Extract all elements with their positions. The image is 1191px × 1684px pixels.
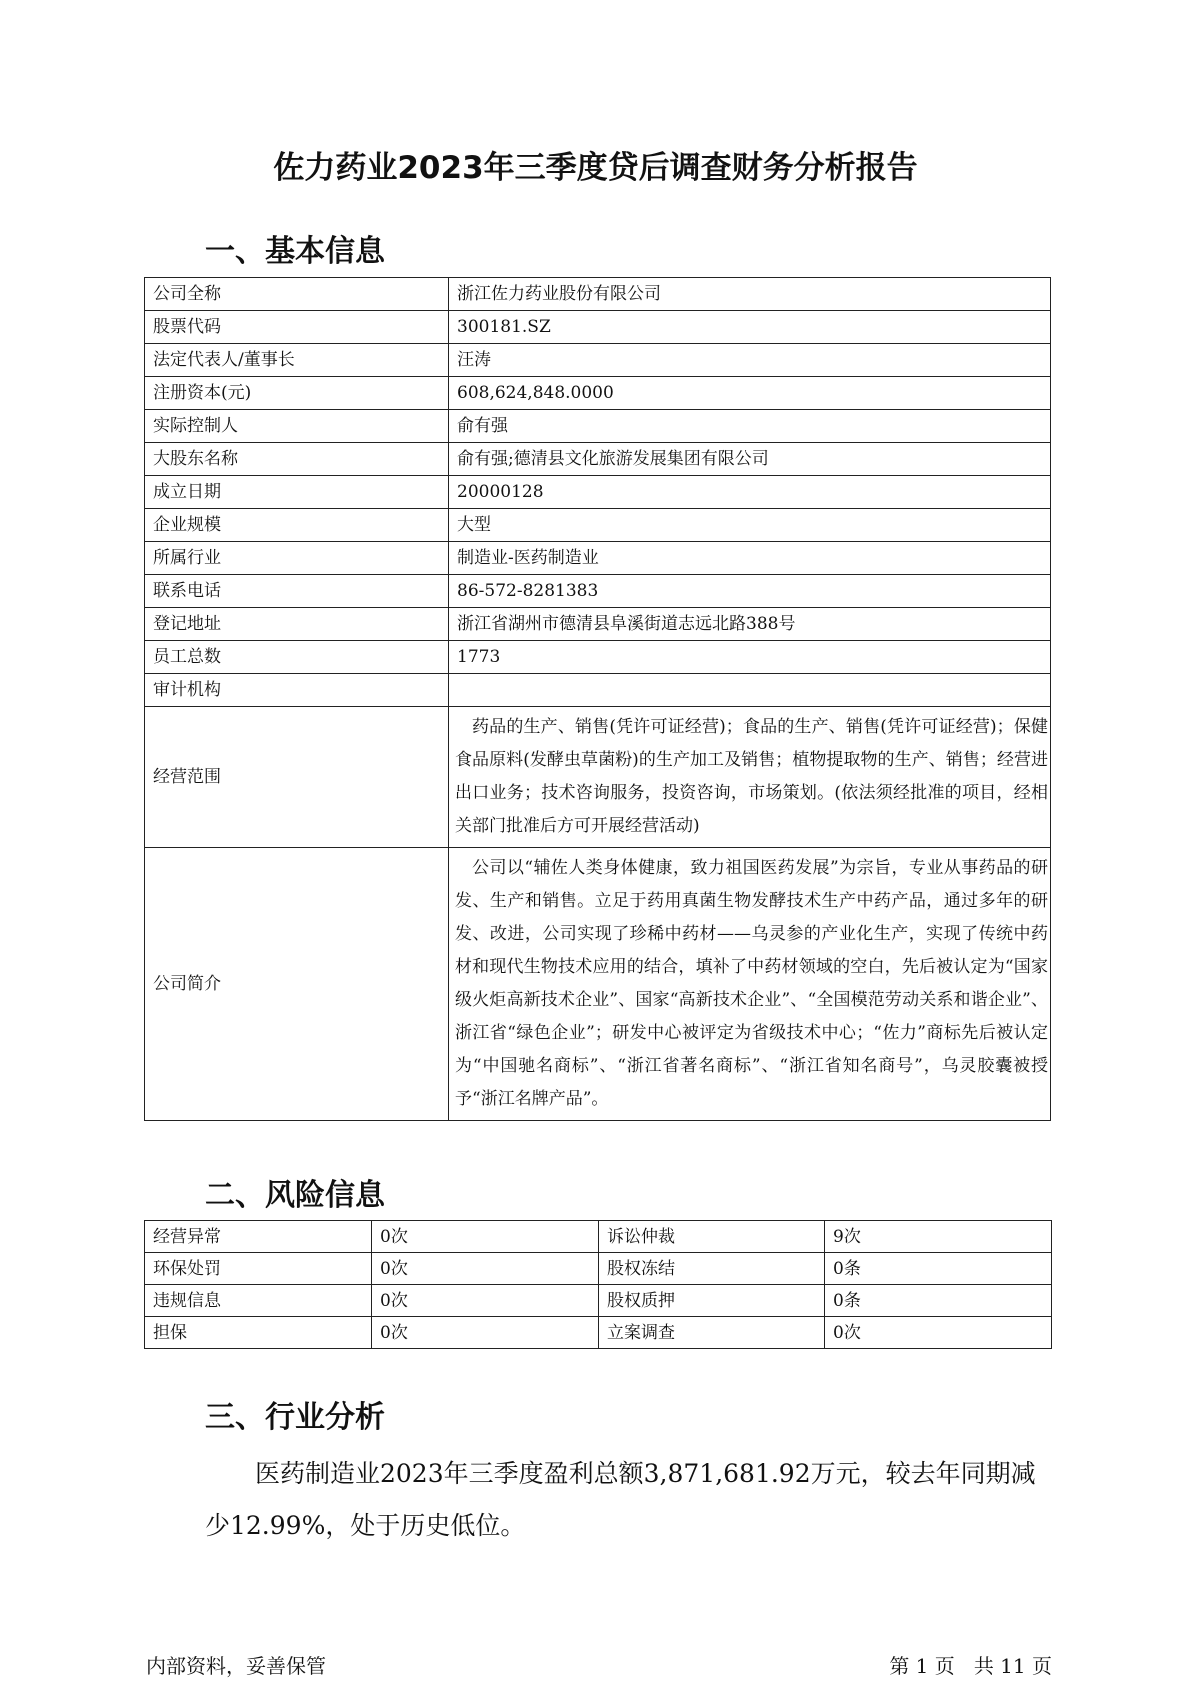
table-row	[145, 476, 1051, 509]
field-value: 1773	[449, 641, 1051, 674]
risk-label: 违规信息	[145, 1285, 372, 1317]
field-label: 成立日期	[145, 476, 449, 509]
section-heading-basic: 一、基本信息	[205, 234, 385, 269]
field-label: 公司简介	[145, 848, 449, 1121]
risk-value: 0条	[825, 1285, 1052, 1317]
field-label: 经营范围	[145, 707, 449, 848]
table-row	[145, 608, 1051, 641]
field-value: 20000128	[449, 476, 1051, 509]
risk-label: 诉讼仲裁	[599, 1221, 825, 1253]
field-label: 股票代码	[145, 311, 449, 344]
industry-text: 医药制造业2023年三季度盈利总额3,871,681.92万元，较去年同期减少12.99%，处于历史低位。	[205, 1459, 1036, 1540]
section-heading-risk: 二、风险信息	[205, 1178, 385, 1213]
risk-value: 0次	[372, 1253, 599, 1285]
field-label: 登记地址	[145, 608, 449, 641]
table-row	[145, 575, 1051, 608]
field-label: 大股东名称	[145, 443, 449, 476]
footer-note: 内部资料，妥善保管	[146, 1654, 326, 1678]
industry-paragraph	[205, 1448, 1051, 1552]
field-value: 608,624,848.0000	[449, 377, 1051, 410]
table-row	[145, 443, 1051, 476]
table-row	[145, 1221, 1052, 1253]
risk-value: 0次	[825, 1317, 1052, 1349]
table-row	[145, 377, 1051, 410]
field-value: 公司以“辅佐人类身体健康，致力祖国医药发展”为宗旨，专业从事药品的研发、生产和销售。立足于药用真菌生物发酵技术生产中药产品，通过多年的研发、改进，公司实现了珍稀中药材——乌灵参的产业化生产，实现了传统中药材和现代生物技术应用的结合，填补了中药材领域的空白，先后被认定为“国家级火炬高新技术企业”、国家“高新技术企业”、“全国模范劳动关系和谐企业”、浙江省“绿色企业”；研发中心被评定为省级技术中心；“佐力”商标先后被认定为“中国驰名商标”、“浙江省著名商标”、“浙江省知名商号”，乌灵胶囊被授予“浙江名牌产品”。	[449, 848, 1051, 1121]
field-label: 注册资本(元)	[145, 377, 449, 410]
risk-label: 立案调查	[599, 1317, 825, 1349]
table-row	[145, 410, 1051, 443]
page-title: 佐力药业2023年三季度贷后调查财务分析报告	[273, 150, 918, 186]
field-value	[449, 674, 1051, 707]
risk-label: 经营异常	[145, 1221, 372, 1253]
risk-label: 担保	[145, 1317, 372, 1349]
page-number: 第 1 页 共 11 页	[889, 1654, 1052, 1678]
field-value: 86-572-8281383	[449, 575, 1051, 608]
field-value: 俞有强	[449, 410, 1051, 443]
table-row	[145, 344, 1051, 377]
risk-label: 股权质押	[599, 1285, 825, 1317]
table-row	[145, 641, 1051, 674]
field-label: 员工总数	[145, 641, 449, 674]
risk-value: 0次	[372, 1285, 599, 1317]
table-row	[145, 674, 1051, 707]
field-label: 企业规模	[145, 509, 449, 542]
table-row	[145, 278, 1051, 311]
table-row	[145, 1285, 1052, 1317]
field-label: 联系电话	[145, 575, 449, 608]
field-value: 制造业-医药制造业	[449, 542, 1051, 575]
field-value: 俞有强;德清县文化旅游发展集团有限公司	[449, 443, 1051, 476]
table-row	[145, 1253, 1052, 1285]
table-row	[145, 707, 1051, 848]
risk-label: 股权冻结	[599, 1253, 825, 1285]
field-label: 所属行业	[145, 542, 449, 575]
field-label: 审计机构	[145, 674, 449, 707]
table-row	[145, 509, 1051, 542]
section-heading-industry: 三、行业分析	[205, 1400, 385, 1435]
field-value: 浙江佐力药业股份有限公司	[449, 278, 1051, 311]
risk-label: 环保处罚	[145, 1253, 372, 1285]
table-row	[145, 848, 1051, 1121]
field-value: 汪涛	[449, 344, 1051, 377]
field-label: 公司全称	[145, 278, 449, 311]
risk-value: 9次	[825, 1221, 1052, 1253]
field-value: 大型	[449, 509, 1051, 542]
table-row	[145, 542, 1051, 575]
basic-info-table	[144, 277, 1051, 1121]
field-label: 实际控制人	[145, 410, 449, 443]
field-value: 浙江省湖州市德清县阜溪街道志远北路388号	[449, 608, 1051, 641]
field-label: 法定代表人/董事长	[145, 344, 449, 377]
risk-value: 0次	[372, 1317, 599, 1349]
table-row	[145, 1317, 1052, 1349]
risk-value: 0次	[372, 1221, 599, 1253]
risk-info-table	[144, 1220, 1052, 1349]
table-row	[145, 311, 1051, 344]
field-value: 300181.SZ	[449, 311, 1051, 344]
risk-value: 0条	[825, 1253, 1052, 1285]
field-value: 药品的生产、销售(凭许可证经营)；食品的生产、销售(凭许可证经营)；保健食品原料(发酵虫草菌粉)的生产加工及销售；植物提取物的生产、销售；经营进出口业务；技术咨询服务，投资咨询，市场策划。(依法须经批准的项目，经相关部门批准后方可开展经营活动)	[449, 707, 1051, 848]
